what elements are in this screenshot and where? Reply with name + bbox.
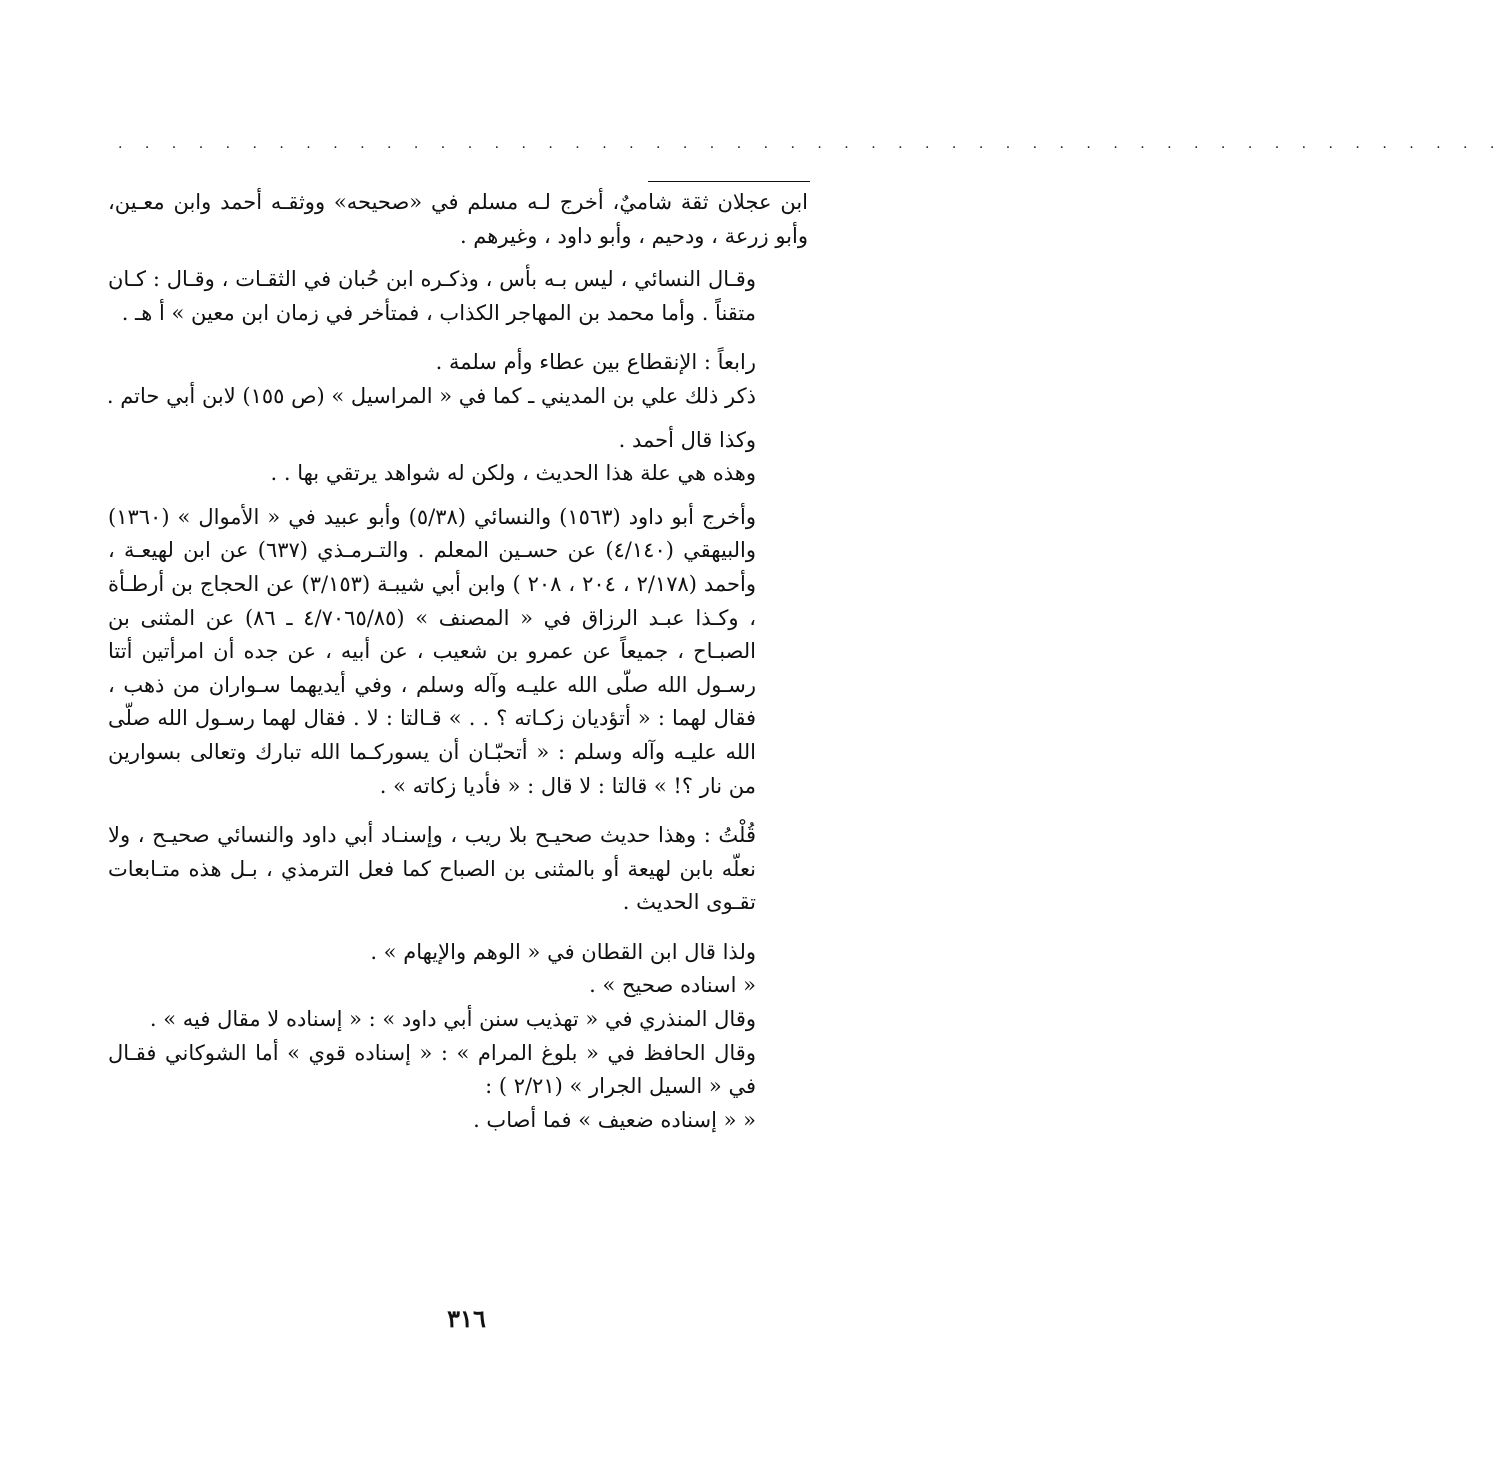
- author-comment: قُلْتُ : وهذا حديث صحيـح بلا ريب ، وإسنـاد أبي داود والنسائي صحيـح ، ولا نعلّه بابن لهيعة أو بالمثنى بن الصباح كما فعل الترمذي ، بـل هذه متـابعات تقـوى الحديث .: [108, 823, 756, 915]
- shawkani-quote: « « إسناده ضعيف » فما أصاب .: [473, 1107, 756, 1132]
- footnote-continuation: ابن عجلان ثقة شاميٌ، أخرج لـه مسلم في «صحيحه» ووثقـه أحمد وابن معـين، وأبو زرعة ، ودحيم ، وأبو داود ، وغيرهم .: [108, 190, 808, 248]
- illa-note: وهذه هي علة هذا الحديث ، ولكن له شواهد يرتقي بها . .: [270, 461, 756, 486]
- hadith-takhrij: وأخرج أبو داود (١٥٦٣) والنسائي (٥/٣٨) وأبو عبيد في « الأموال » (١٣٦٠) والبيهقي (٤/١٤٠) عن حسـين المعلم . والتـرمـذي (٦٣٧) عن ابن لهيعـة ، وأحمد (٢/١٧٨ ، ٢٠٤ ، ٢٠٨ ) وابن أبي شيبـة (٣/١٥٣) عن الحجاج بن أرطـأة ، وكـذا عبـد الرزاق في « المصنف » (٤/٧٠٦٥/٨٥ ـ ٨٦) عن المثنى بن الصبـاح ، جميعاً عن عمرو بن شعيب ، عن أبيه ، عن جده أن امرأتين أتتا رسـول الله صلّى الله عليـه وآله وسلم ، وفي أيديهما سـواران من ذهب ، فقال لهما : « أتؤديان زكـاته ؟ . . » قـالتا : لا . فقال لهما رسـول الله صلّى الله عليـه وآله وسلم : « أتحبّـان أن يسوركـما الله تبارك وتعالى بسوارين من نار ؟! » قالتا : لا قال : « فأديا زكاته » .: [108, 504, 757, 798]
- qattan-quote: « اسناده صحيح » .: [589, 973, 756, 998]
- nasai-quote: وقـال النسائي ، ليس بـه بأس ، وذكـره ابن حُبان في الثقـات ، وقـال : كـان متقناً . وأما محمد بن المهاجر الكذاب ، فمتأخر في زمان ابن معين » أ هـ .: [108, 267, 756, 325]
- madini-note: ذكر ذلك علي بن المديني ـ كما في « المراسيل » (ص ١٥٥) لابن أبي حاتم .: [106, 383, 756, 408]
- footnote-rule: [648, 181, 810, 182]
- page-number: ٣١٦: [447, 1304, 486, 1333]
- hafiz-note: وقال الحافظ في « بلوغ المرام » : « إسناده قوي » أما الشوكاني فقـال في « السيل الجرار » (٢/٢١ ) :: [108, 1040, 756, 1099]
- ahmad-note: وكذا قال أحمد .: [618, 427, 756, 452]
- qattan-note: ولذا قال ابن القطان في « الوهم والإيهام » .: [370, 939, 756, 964]
- section-heading-fourth: رابعاً : الإنقطاع بين عطاء وأم سلمة .: [435, 350, 756, 375]
- page-body: [108, 186, 808, 1137]
- dotted-separator: . . . . . . . . . . . . . . . . . . . . . . . . . . . . . . . . . . . . . . . . . . . . . . . . . . . .: [118, 136, 1503, 152]
- mundhiri-note: وقال المنذري في « تهذيب سنن أبي داود » : « إسناده لا مقال فيه » .: [149, 1007, 756, 1032]
